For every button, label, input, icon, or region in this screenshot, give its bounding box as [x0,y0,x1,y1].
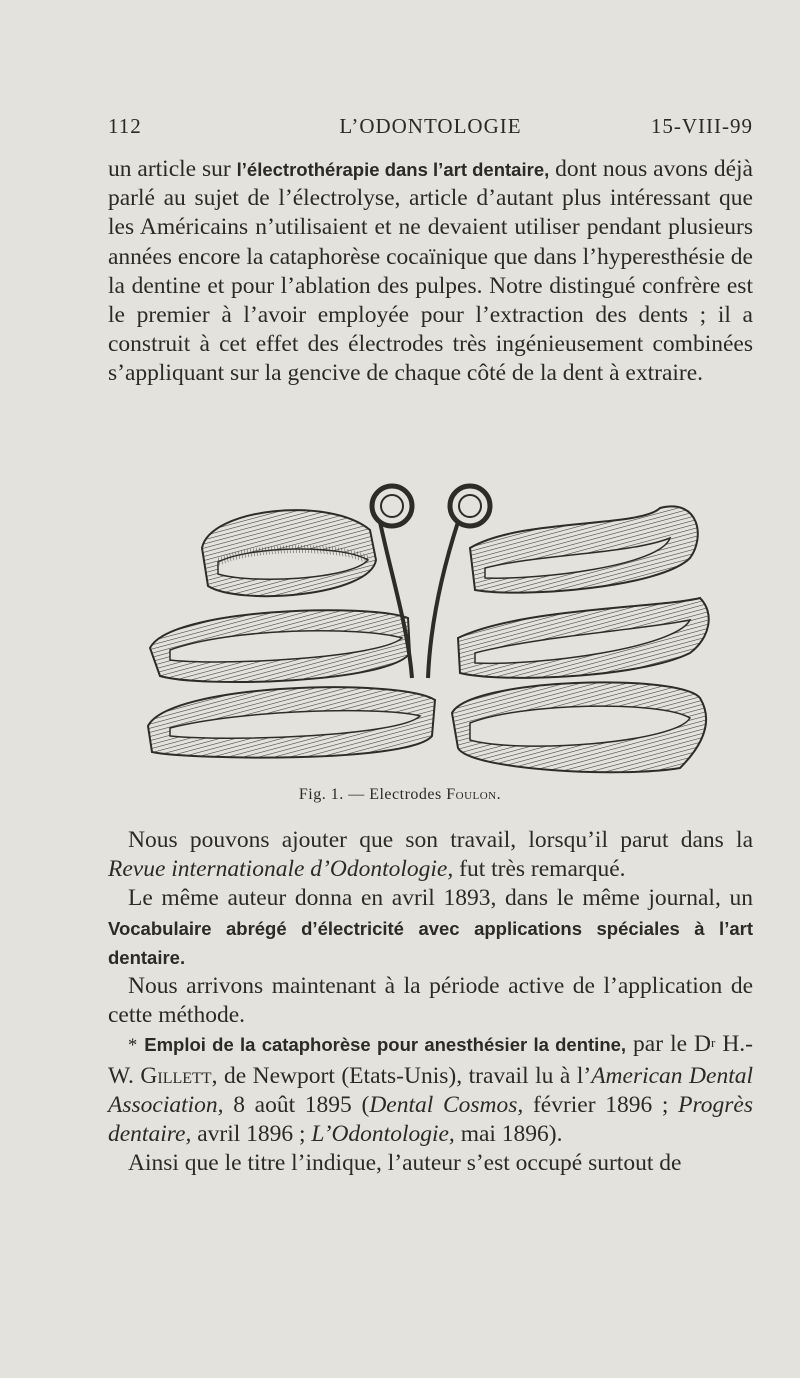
page-number: 112 [108,114,142,138]
bold-title: l’électrothérapie dans l’art dentaire, [236,159,550,180]
paragraph-titre [108,1149,753,1178]
superscript: r [711,1035,716,1051]
author-name: Gillett [140,1062,212,1089]
figure-electrodes [140,478,720,778]
asterisk: * [128,1036,138,1057]
text-run: fut très remarqué. [453,856,626,883]
text-run: , de Newport (Etats-Unis), travail lu à l’ [211,1062,592,1089]
paragraph-electrotherapy [108,155,753,389]
italic-journal: Dental Cosmos, [369,1091,524,1118]
italic-journal: Progrès dentaire, [108,1091,753,1148]
paragraph-periode [108,972,753,1030]
bold-title: Emploi de la cataphorèse pour anesthésier la dentine, [144,1034,627,1056]
electrodes-illustration [140,478,720,778]
italic-journal: L’Odontologie, [311,1121,455,1148]
text-run: H.-W. [108,1031,754,1089]
text-run: dont nous avons déjà parlé au sujet de l’électrolyse, article d’autant plus intéressant que les Américains n’utilisaient et ne devaient utiliser pendant plusieurs années encore la cataphorèse cocaïnique que dans l’hyperesthésie de la dentine et pour l’ablation des pulpes. Notre distingué confrère est le premier à l’avoir employée pour l’extraction des dents ; il a construit à cet effet des électrodes très ingénieusement combinées s’appliquant sur la gencive de chaque côté de la dent à extraire. [108,156,753,387]
electrode-middle-left [150,610,410,682]
bold-title: Vocabulaire abrégé d’électricité avec applications spéciales à l’art dentaire. [108,917,753,968]
electrode-bottom-left [148,687,435,757]
text-run: 8 août 1895 ( [223,1091,370,1118]
caption-author: Foulon. [446,786,502,803]
text-run: un article sur [108,156,237,182]
text-block-bottom [108,826,753,1178]
text-run: Nous arrivons maintenant à la période active de l’application de cette méthode. [108,973,753,1029]
electrode-top-left [202,510,376,596]
italic-journal: American Dental Association, [108,1062,754,1118]
text-run: par le D [626,1031,711,1058]
figure-caption [0,786,800,804]
running-header [108,114,753,144]
text-block-top [108,155,753,389]
electrode-top-right [470,506,698,592]
paragraph-vocabulaire [108,884,753,972]
issue-date: 15-VIII-99 [650,114,753,138]
electrode-middle-right [458,598,709,678]
text-run: février 1896 ; [523,1091,679,1118]
text-run: Ainsi que le titre l’indique, l’auteur s’est occupé surtout de [128,1150,682,1177]
paragraph-gillett [108,1030,753,1149]
text-run: Nous pouvons ajouter que son travail, lorsqu’il parut dans la [128,827,753,853]
text-run: avril 1896 ; [191,1121,312,1148]
electrode-bottom-right [452,682,706,772]
text-run: Le même auteur donna en avril 1893, dans le même journal, un [128,885,753,912]
paragraph-revue [108,826,753,884]
journal-title: L’ODONTOLOGIE [339,114,522,138]
caption-text: Fig. 1. — Electrodes [298,786,447,803]
italic-journal: Revue internationale d’Odontologie, [108,856,454,883]
text-run: mai 1896). [454,1121,563,1148]
